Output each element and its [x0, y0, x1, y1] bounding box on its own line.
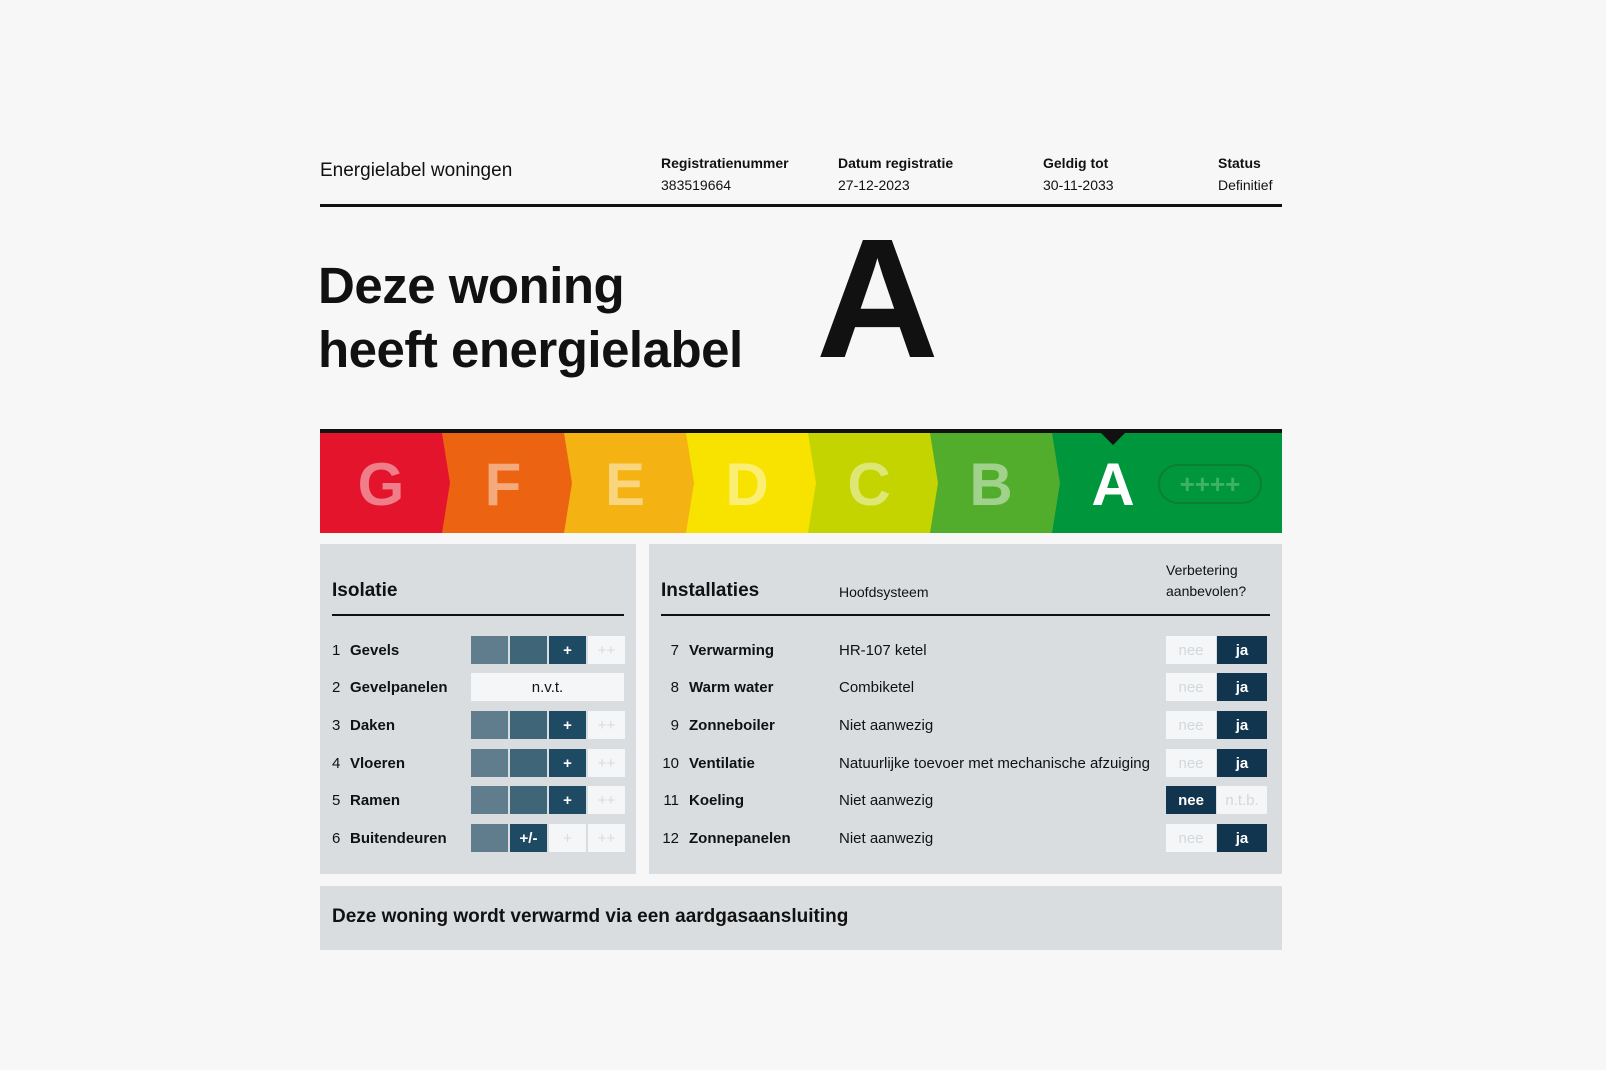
row-number: 12 — [662, 830, 679, 847]
status-block — [1218, 152, 1272, 196]
row-number: 6 — [332, 830, 341, 847]
isolatie-title: Isolatie — [332, 580, 398, 601]
geldig-tot-label: Geldig tot — [1043, 155, 1109, 171]
scale-letter-c: C — [847, 451, 891, 518]
row-name: Zonnepanelen — [689, 830, 791, 847]
row-number: 5 — [332, 792, 341, 809]
rating-cell — [510, 749, 547, 777]
isolatie-panel — [320, 544, 636, 874]
energy-label-scale — [320, 429, 1282, 533]
plus-indicator-text: ++++ — [1179, 469, 1241, 499]
recommendation-yes: ja — [1217, 636, 1267, 664]
datum-registratie-block — [838, 152, 953, 196]
registratienummer-block — [661, 152, 789, 196]
rating-cell: + — [549, 711, 586, 739]
scale-letter-e: E — [604, 451, 646, 518]
recommendation-no: nee — [1166, 711, 1216, 739]
geldig-tot-value: 30-11-2033 — [1043, 177, 1114, 193]
registratienummer-label: Registratienummer — [661, 155, 789, 171]
isolatie-row — [332, 824, 624, 852]
scale-top-bar — [320, 429, 1282, 433]
recommendation-no: nee — [1166, 824, 1216, 852]
datum-registratie-label: Datum registratie — [838, 155, 954, 171]
not-applicable-cell: n.v.t. — [471, 673, 624, 701]
scale-letter-d: D — [725, 451, 769, 518]
recommendation-toggle — [1166, 636, 1267, 664]
rating-cell: ++ — [588, 786, 625, 814]
row-name: Verwarming — [689, 642, 775, 659]
rating-cell: +/- — [510, 824, 547, 852]
recommendation-yes: ja — [1217, 824, 1267, 852]
recommendation-yes: n.t.b. — [1217, 786, 1267, 814]
isolatie-row — [332, 636, 624, 664]
rating-cell — [510, 786, 547, 814]
row-number: 11 — [663, 792, 679, 809]
rating-cell: + — [549, 636, 586, 664]
row-number: 1 — [332, 642, 341, 659]
row-name: Buitendeuren — [350, 830, 447, 847]
row-name: Gevels — [350, 642, 400, 659]
rating-bar — [471, 824, 625, 852]
installaties-panel — [649, 544, 1282, 874]
datum-registratie-value: 27-12-2023 — [838, 177, 910, 193]
document-header — [320, 140, 1282, 207]
energielabel-document — [318, 140, 1282, 927]
recommendation-toggle — [1166, 824, 1267, 852]
row-number: 10 — [662, 755, 679, 772]
heating-note — [320, 886, 1282, 950]
scale-letter-f: F — [484, 451, 522, 518]
rating-bar — [471, 786, 625, 814]
rating-bar — [471, 711, 625, 739]
isolatie-divider — [332, 614, 624, 616]
row-system: Niet aanwezig — [839, 792, 934, 809]
isolatie-row — [332, 786, 624, 814]
recommendation-toggle — [1166, 749, 1267, 777]
rating-cell — [510, 711, 547, 739]
installaties-title: Installaties — [661, 580, 760, 601]
verbetering-header — [1166, 560, 1246, 602]
rating-cell — [471, 786, 508, 814]
isolatie-row — [332, 749, 624, 777]
document-title: Energielabel woningen — [320, 160, 513, 181]
rating-cell — [471, 711, 508, 739]
scale-segment-a — [1052, 433, 1282, 533]
rating-cell — [471, 824, 508, 852]
recommendation-no: nee — [1166, 749, 1216, 777]
status-value: Definitief — [1218, 177, 1273, 193]
row-system: HR-107 ketel — [839, 642, 927, 659]
installatie-row — [661, 749, 1270, 777]
row-name: Daken — [350, 717, 396, 734]
rating-cell: + — [549, 749, 586, 777]
installatie-row — [661, 636, 1270, 664]
rating-cell — [471, 749, 508, 777]
rating-cell: + — [549, 786, 586, 814]
headline-line-2: heeft energielabel — [318, 321, 743, 378]
row-name: Ramen — [350, 792, 401, 809]
row-name: Zonneboiler — [689, 717, 775, 734]
recommendation-yes: ja — [1217, 673, 1267, 701]
installatie-row — [661, 824, 1270, 852]
row-name: Ventilatie — [689, 755, 755, 772]
rating-cell: + — [549, 824, 586, 852]
rating-bar — [471, 636, 625, 664]
rating-cell: ++ — [588, 636, 625, 664]
recommendation-no: nee — [1166, 786, 1216, 814]
registratienummer-value: 383519664 — [661, 177, 732, 193]
row-system: Niet aanwezig — [839, 830, 934, 847]
rating-cell — [510, 636, 547, 664]
rating-bar — [471, 749, 625, 777]
scale-letter-a: A — [1091, 451, 1135, 518]
isolatie-row — [332, 711, 624, 739]
row-system: Combiketel — [839, 679, 915, 696]
row-number: 9 — [670, 717, 679, 734]
row-number: 2 — [332, 679, 341, 696]
row-number: 8 — [670, 679, 679, 696]
row-name: Vloeren — [350, 755, 406, 772]
row-number: 7 — [670, 642, 679, 659]
row-system: Niet aanwezig — [839, 717, 934, 734]
row-name: Gevelpanelen — [350, 679, 448, 696]
headline-line-1: Deze woning — [318, 257, 625, 314]
row-name: Koeling — [689, 792, 744, 809]
heating-note-text: Deze woning wordt verwarmd via een aardgasaansluiting — [332, 906, 849, 927]
rating-cell: ++ — [588, 711, 625, 739]
rating-cell — [471, 636, 508, 664]
installatie-row — [661, 786, 1270, 814]
installatie-row — [661, 673, 1270, 701]
verbetering-header-line-1: Verbetering — [1166, 562, 1238, 578]
verbetering-header-line-2: aanbevolen? — [1166, 583, 1247, 599]
recommendation-yes: ja — [1217, 749, 1267, 777]
scale-letter-g: G — [357, 451, 405, 518]
row-system: Natuurlijke toevoer met mechanische afzuiging — [839, 755, 1150, 772]
isolatie-row — [332, 673, 624, 701]
recommendation-toggle — [1166, 711, 1267, 739]
recommendation-no: nee — [1166, 673, 1216, 701]
row-name: Warm water — [689, 679, 774, 696]
headline — [318, 254, 743, 382]
scale-letter-b: B — [969, 451, 1013, 518]
energy-label-letter: A — [816, 204, 939, 394]
status-label: Status — [1218, 155, 1261, 171]
recommendation-toggle — [1166, 673, 1267, 701]
geldig-tot-block — [1043, 152, 1114, 196]
rating-cell: ++ — [588, 749, 625, 777]
installaties-divider — [661, 614, 1270, 616]
recommendation-toggle — [1166, 786, 1267, 814]
rating-cell: ++ — [588, 824, 625, 852]
hoofdsysteem-header: Hoofdsysteem — [839, 584, 929, 600]
installatie-row — [661, 711, 1270, 739]
recommendation-yes: ja — [1217, 711, 1267, 739]
recommendation-no: nee — [1166, 636, 1216, 664]
row-number: 3 — [332, 717, 341, 734]
row-number: 4 — [332, 755, 341, 772]
